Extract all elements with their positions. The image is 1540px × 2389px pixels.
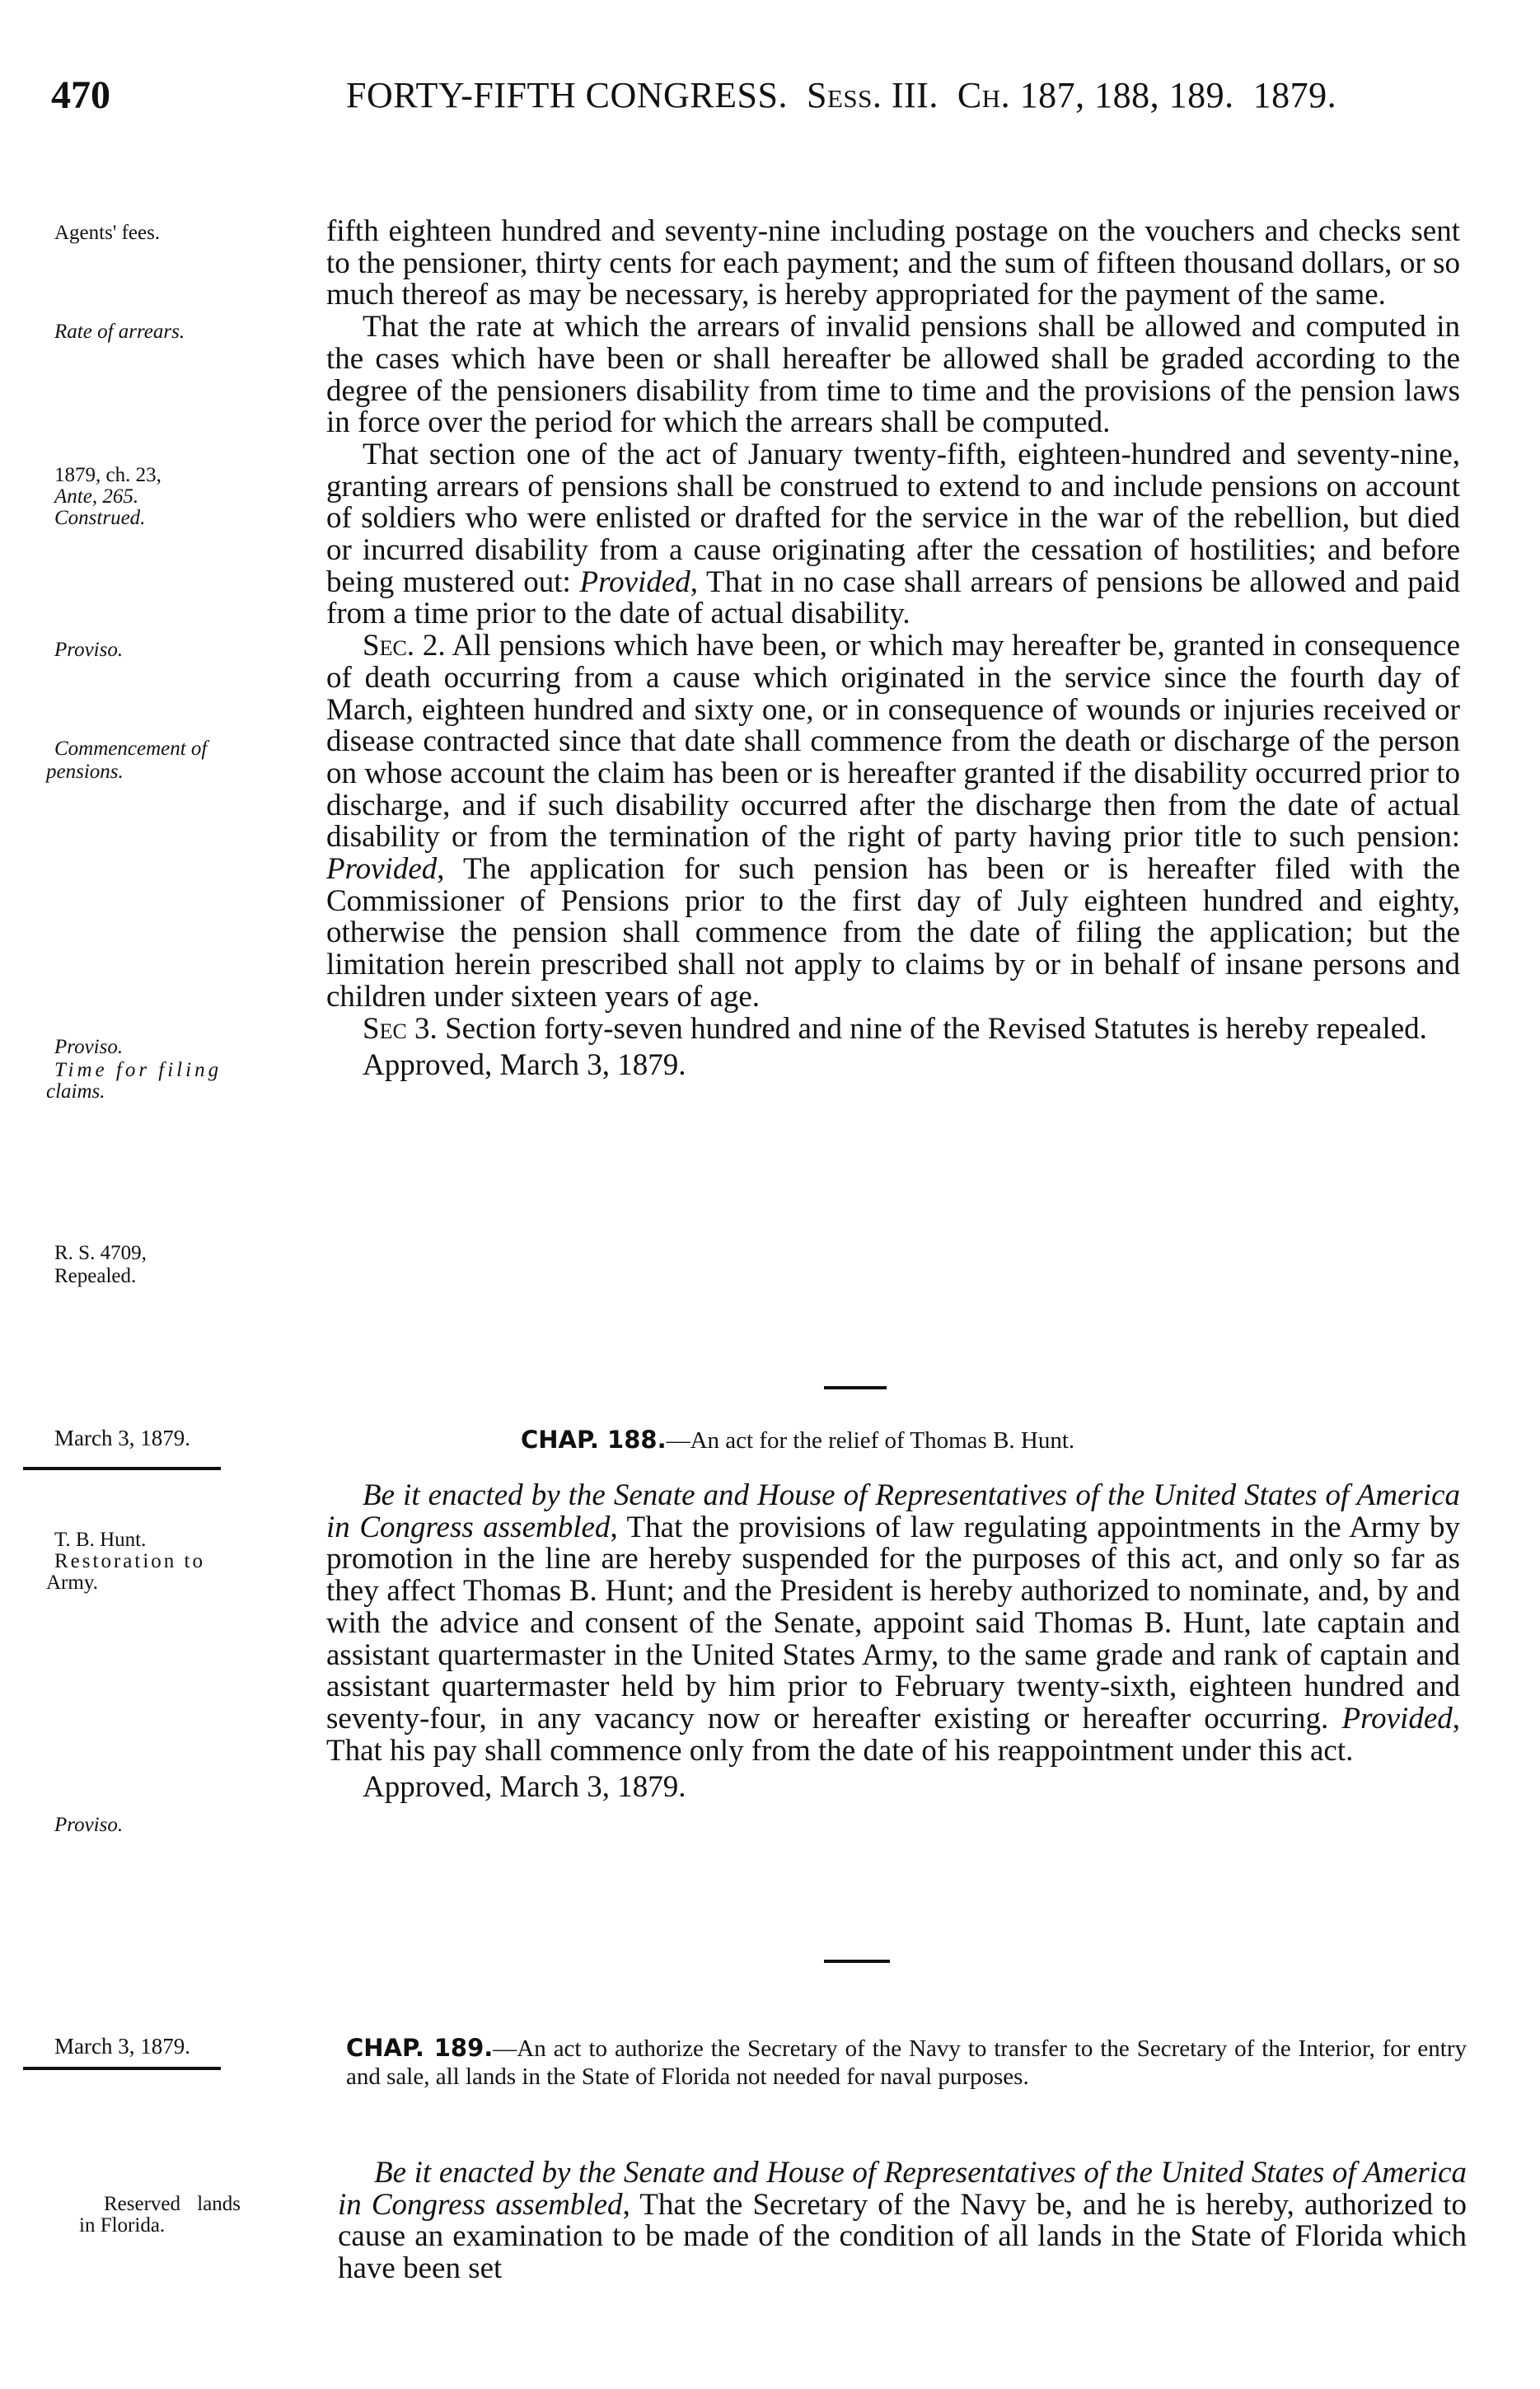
session-label: Sess. III. (806, 75, 939, 115)
margin-note-tb-hunt: T. B. Hunt. (54, 1529, 147, 1551)
section-divider (824, 1960, 890, 1963)
margin-note-proviso-2: Proviso. (54, 1036, 124, 1058)
margin-note-proviso: Proviso. (54, 1814, 124, 1836)
paragraph-arrears-construed (326, 439, 1460, 630)
enacting-paragraph (326, 1480, 1460, 1767)
text-run: , The application for such pension has been or is hereafter filed with the Commissioner of Pensions prior to the first day of July eighteen hundred and eighty, otherwise the pension shall commence from the date of filing the application; but the limitation herein prescribed shall not apply to claims by or in behalf of insane persons and children under sixteen years of age. (326, 852, 1460, 1014)
margin-note-ante: Ante, 265. (54, 485, 139, 508)
margin-note-citation: 1879, ch. 23, (54, 464, 161, 486)
provided-label: Provided (579, 564, 690, 599)
margin-note-rs-4709: R. S. 4709, (54, 1242, 147, 1264)
section-label: Sec 3. (363, 1011, 438, 1046)
enacting-clause: Be it enacted by the Senate and House of Representatives of the United States of America in Congress assembled (326, 1478, 1460, 1544)
chapter-heading (521, 1426, 1074, 1454)
chapters-label: Ch. 187, 188, 189. (957, 75, 1234, 115)
margin-note-repealed: Repealed. (54, 1265, 137, 1287)
chapter-title: —An act for the relief of Thomas B. Hunt. (666, 1427, 1075, 1454)
chapter-189-body (338, 2157, 1467, 2285)
paragraph-rate-of-arrears: That the rate at which the arrears of invalid pensions shall be allowed and computed in the cases which have been or shall hereafter be allowed shall be graded according to the degree of the pensioners disability from time to time and the provisions of the pension laws in force over the period for which the arrears shall be computed. (326, 310, 1460, 440)
text-run: Section forty-seven hundred and nine of the Revised Statutes is hereby repealed. (437, 1011, 1427, 1046)
congress-label: FORTY-FIFTH CONGRESS. (346, 75, 788, 115)
provided-label: Provided (1341, 1701, 1453, 1736)
text-run: , That in no case shall arrears of pensions be allowed and paid from a time prior to the date of actual disability. (326, 564, 1460, 631)
text-run: That section one of the act of January twenty-fifth, eighteen-hundred and seventy-nine, granting arrears of pensions shall be construed to extend to and include pensions on account of soldiers who were enlisted or drafted for the service in the war of the rebellion, but died or incurred disability from a cause originating after the cessation of hostilities; and before being mustered out: (326, 437, 1460, 599)
margin-note-army: Army. (46, 1572, 98, 1594)
text-run: , That the Secretary of the Navy be, and he is hereby, authorized to cause an examination to be made of the condition of all lands in the State of Florida which have been set (338, 2187, 1467, 2286)
chapter-date: March 3, 1879. (54, 2034, 190, 2059)
date-rule (23, 1467, 221, 1470)
text-run: , That his pay shall commence only from the date of his reappointment under this act. (326, 1701, 1460, 1768)
chapter-title: —An act to authorize the Secretary of the Navy to transfer to the Secretary of the Interior, for entry and sale, all lands in the State of Florida not needed for naval purposes. (346, 2035, 1467, 2090)
chapter-number: CHAP. 188. (521, 1426, 667, 1454)
section-3 (326, 1011, 1460, 1046)
margin-note-commencement: Commencement of (54, 738, 208, 760)
paragraph-agents-fees: fifth eighteen hundred and seventy-nine including postage on the vouchers and checks sent to the pensioner, thirty cents for each payment; and the sum of fifteen thousand dollars, or so much thereof as may be necessary, is hereby appropriated for the payment of the same. (326, 214, 1460, 312)
chapter-187-body (326, 216, 1460, 1082)
chapter-heading (346, 2034, 1467, 2091)
enacting-paragraph (338, 2157, 1467, 2285)
margin-note-reserved-lands: Reserved lands (104, 2193, 241, 2215)
text-run: All pensions which have been, or which may hereafter be, granted in consequence of death occurring from a cause which originated in the service since the fourth day of March, eighteen hundred and sixty one, or in consequence of wounds or injuries received or disease contracted since that date shall commence from the death or discharge of the person on whose account the claim has been or is hereafter granted if the disability occurred prior to discharge, and if such disability occurred after the discharge then from the date of actual disability or from the termination of the right of party having prior title to such pension: (326, 629, 1460, 855)
margin-note-agents-fees: Agents' fees. (54, 222, 161, 244)
margin-note-claims: claims. (46, 1080, 105, 1103)
page-number: 470 (51, 73, 110, 117)
margin-note-construed: Construed. (54, 507, 146, 529)
margin-note-in-florida: in Florida. (79, 2214, 166, 2237)
margin-note-time-for-filing: Time for filing (54, 1059, 222, 1081)
chapter-date: March 3, 1879. (54, 1426, 190, 1450)
date-rule (23, 2067, 221, 2070)
approved-line: Approved, March 3, 1879. (363, 1770, 686, 1805)
enacting-clause: Be it enacted by the Senate and House of Representatives of the United States of America in Congress assembled (338, 2156, 1467, 2222)
approved-line: Approved, March 3, 1879. (363, 1048, 686, 1083)
margin-note-restoration: Restoration to (54, 1550, 205, 1572)
text-run: , That the provisions of law regulating appointments in the Army by promotion in the line are hereby suspended for the purposes of this act, and only so far as they affect Thomas B. Hunt; and the President is hereby authorized to nominate, and, by and with the advice and consent of the Senate, appoint said Thomas B. Hunt, late captain and assistant quartermaster in the United States Army, to the same grade and rank of captain and assistant quartermaster held by him prior to February twenty-sixth, eighteen hundred and seventy-four, in any vacancy now or hereafter existing or hereafter occurring. (326, 1510, 1460, 1736)
margin-note-rate-of-arrears: Rate of arrears. (54, 321, 185, 343)
running-head-title (346, 74, 1336, 116)
section-label: Sec. 2. (363, 629, 446, 663)
chapter-number: CHAP. 189. (346, 2034, 494, 2062)
section-2 (326, 630, 1460, 1013)
section-divider (824, 1386, 887, 1389)
year-label: 1879. (1252, 75, 1337, 115)
provided-label: Provided (326, 852, 438, 887)
margin-note-proviso: Proviso. (54, 639, 124, 661)
running-head (21, 73, 1447, 122)
margin-note-pensions: pensions. (46, 761, 124, 783)
chapter-188-body (326, 1480, 1460, 1804)
